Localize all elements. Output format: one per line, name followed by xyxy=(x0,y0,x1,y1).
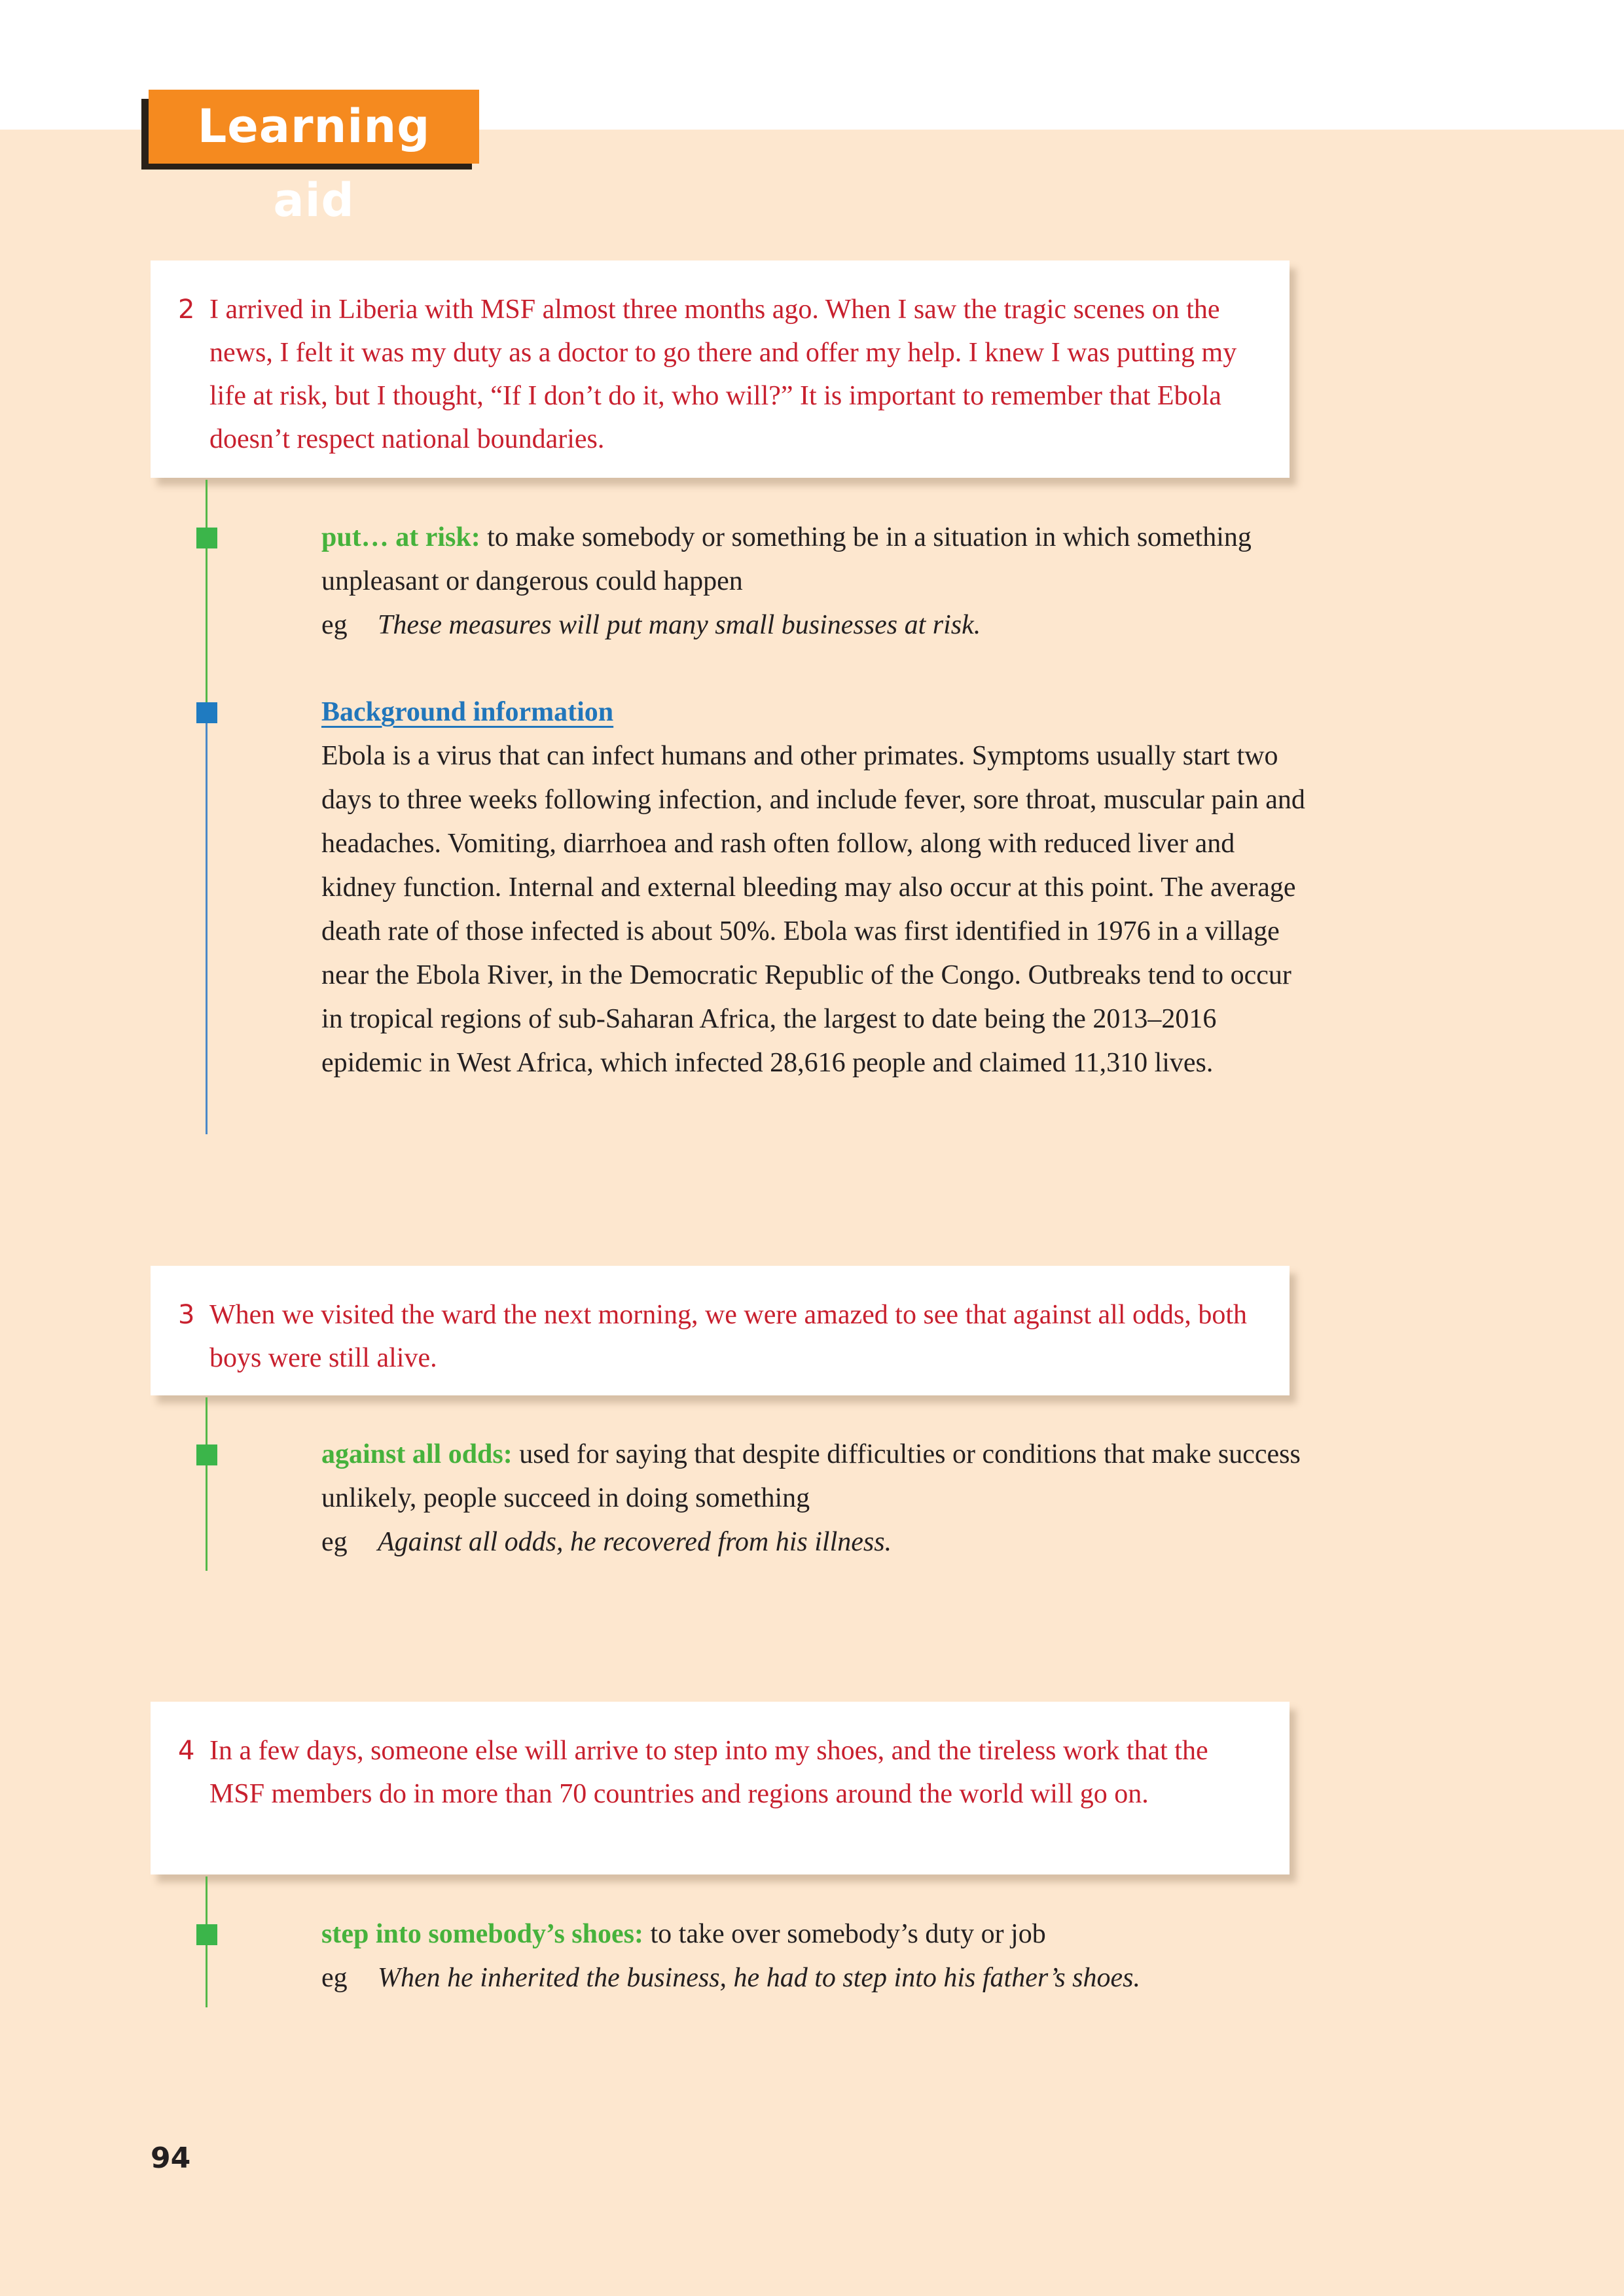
vocab-definition: to take over somebody’s duty or job xyxy=(650,1919,1046,1949)
quote-box-3 xyxy=(151,1266,1290,1395)
quote-number: 2 xyxy=(178,295,195,325)
quote-text: When we visited the ward the next morning, we were amazed to see that against all odds, both boys were still alive. xyxy=(209,1300,1248,1373)
background-heading: Background information xyxy=(321,697,614,727)
vocab-term: put… at risk: xyxy=(321,522,480,552)
vocab-example: These measures will put many small businesses at risk. xyxy=(378,610,981,640)
quote-box-2 xyxy=(151,260,1290,478)
page-number: 94 xyxy=(151,2142,191,2175)
eg-label: eg xyxy=(321,1963,348,1993)
vocab-example: Against all odds, he recovered from his illness. xyxy=(378,1527,892,1557)
header-title: Learning aid xyxy=(149,90,479,164)
quote-box-4 xyxy=(151,1702,1290,1874)
eg-label: eg xyxy=(321,1527,348,1557)
vocab-note-put-at-risk xyxy=(321,516,1316,647)
note-connector-line xyxy=(206,1397,208,1571)
quote-text: I arrived in Liberia with MSF almost three months ago. When I saw the tragic scenes on the news, I felt it was my duty as a doctor to go there and offer my help. I knew I was putting my life at risk, but I thought, “If I don’t do it, who will?” It is important to remember that Ebola doesn’t respect national boundaries. xyxy=(209,295,1237,454)
vocab-definition: to make somebody or something be in a situation in which something unpleasant or dangerous could happen xyxy=(321,522,1252,596)
quote-text: In a few days, someone else will arrive to step into my shoes, and the tireless work that the MSF members do in more than 70 countries and regions around the world will go on. xyxy=(209,1736,1208,1809)
vocab-example: When he inherited the business, he had to step into his father’s shoes. xyxy=(378,1963,1141,1993)
vocab-definition: used for saying that despite difficulties or conditions that make success unlikely, people succeed in doing something xyxy=(321,1439,1301,1513)
quote-number: 3 xyxy=(178,1300,195,1330)
background-bullet xyxy=(196,702,217,723)
background-information xyxy=(321,691,1316,1085)
vocab-bullet xyxy=(196,1924,217,1945)
vocab-term: step into somebody’s shoes: xyxy=(321,1919,643,1949)
section-header xyxy=(141,90,479,227)
vocab-bullet xyxy=(196,1444,217,1465)
vocab-note-step-into-shoes xyxy=(321,1912,1316,2000)
background-text: Ebola is a virus that can infect humans and other primates. Symptoms usually start two days to three weeks following infection, and include fever, sore throat, muscular pain and headaches. Vomiting, diarrhoea and rash often follow, along with reduced liver and kidney function. Internal and external bleeding may also occur at this point. The average death rate of those infected is about 50%. Ebola was first identified in 1976 in a village near the Ebola River, in the Democratic Republic of the Congo. Outbreaks tend to occur in tropical regions of sub-Saharan Africa, the largest to date being the 2013–2016 epidemic in West Africa, which infected 28,616 people and claimed 11,310 lives. xyxy=(321,741,1305,1078)
note-connector-line xyxy=(206,480,208,702)
vocab-term: against all odds: xyxy=(321,1439,513,1469)
vocab-note-against-all-odds xyxy=(321,1433,1316,1564)
background-connector-line xyxy=(206,702,208,1134)
vocab-bullet xyxy=(196,528,217,548)
eg-label: eg xyxy=(321,610,348,640)
quote-number: 4 xyxy=(178,1736,195,1766)
